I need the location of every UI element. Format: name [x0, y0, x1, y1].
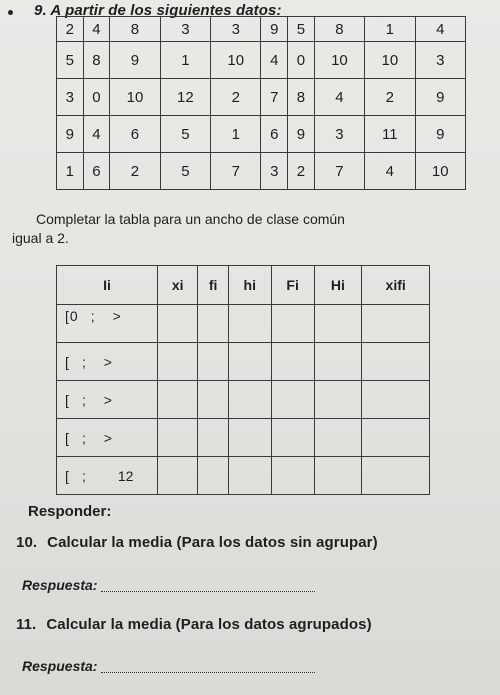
- data-cell: 4: [261, 42, 288, 79]
- answer-10[interactable]: [22, 577, 315, 593]
- freq-cell-blank[interactable]: [271, 419, 314, 457]
- data-cell: 3: [160, 17, 210, 42]
- freq-cell-blank[interactable]: [158, 381, 198, 419]
- freq-cell-blank[interactable]: [158, 305, 198, 343]
- data-row: [57, 79, 466, 116]
- interval-cell[interactable]: [57, 381, 158, 419]
- data-cell: 1: [57, 153, 84, 190]
- interval-close: >: [103, 429, 112, 446]
- data-cell: 7: [211, 153, 261, 190]
- freq-cell-blank[interactable]: [314, 419, 362, 457]
- data-cell: 4: [83, 116, 110, 153]
- question-11: [16, 616, 372, 633]
- data-cell: 4: [314, 79, 364, 116]
- data-cell: 1: [211, 116, 261, 153]
- data-cell: 6: [110, 116, 160, 153]
- freq-cell-blank[interactable]: [314, 305, 362, 343]
- data-cell: 12: [160, 79, 210, 116]
- freq-cell-blank[interactable]: [362, 419, 430, 457]
- freq-row: [57, 343, 430, 381]
- answer-11[interactable]: [22, 658, 315, 674]
- data-cell: 5: [160, 116, 210, 153]
- answer-10-label: Respuesta:: [22, 577, 98, 593]
- instruction-line-2: igual a 2.: [12, 230, 69, 246]
- data-cell: 8: [83, 42, 110, 79]
- freq-cell-blank[interactable]: [228, 305, 271, 343]
- data-cell: 2: [110, 153, 160, 190]
- freq-row: [57, 419, 430, 457]
- data-cell: 0: [288, 42, 315, 79]
- interval-open: [: [65, 467, 70, 484]
- freq-cell-blank[interactable]: [198, 419, 228, 457]
- data-cell: 0: [83, 79, 110, 116]
- data-cell: 9: [415, 116, 465, 153]
- freq-cell-blank[interactable]: [271, 343, 314, 381]
- freq-header-hi: hi: [228, 266, 271, 305]
- question-9-title: 9. A partir de los siguientes datos:: [34, 2, 282, 19]
- data-cell: 8: [314, 17, 364, 42]
- data-cell: 9: [415, 79, 465, 116]
- data-cell: 4: [415, 17, 465, 42]
- data-cell: 2: [57, 17, 84, 42]
- freq-header-ii: Ii: [57, 266, 158, 305]
- freq-cell-blank[interactable]: [198, 305, 228, 343]
- freq-cell-blank[interactable]: [314, 457, 362, 495]
- bullet-icon: [8, 10, 13, 15]
- freq-cell-blank[interactable]: [198, 457, 228, 495]
- data-cell: 9: [288, 116, 315, 153]
- interval-close: >: [103, 353, 112, 370]
- data-cell: 9: [57, 116, 84, 153]
- freq-cell-blank[interactable]: [314, 381, 362, 419]
- data-cell: 1: [160, 42, 210, 79]
- data-row: [57, 116, 466, 153]
- freq-cell-blank[interactable]: [158, 419, 198, 457]
- instruction-text: [12, 210, 345, 248]
- data-cell: 10: [211, 42, 261, 79]
- data-cell: 9: [110, 42, 160, 79]
- freq-row: [57, 381, 430, 419]
- data-cell: 1: [365, 17, 415, 42]
- interval-open: [: [65, 429, 70, 446]
- data-cell: 8: [288, 79, 315, 116]
- freq-cell-blank[interactable]: [228, 381, 271, 419]
- data-cell: 4: [83, 17, 110, 42]
- interval-open: [: [65, 353, 70, 370]
- data-row: [57, 42, 466, 79]
- interval-close: >: [112, 307, 121, 324]
- interval-open: [0: [65, 307, 79, 324]
- interval-end: 12: [117, 467, 134, 484]
- data-cell: 2: [211, 79, 261, 116]
- answer-10-blank[interactable]: [101, 591, 315, 592]
- data-cell: 5: [288, 17, 315, 42]
- freq-header-xi: xi: [158, 266, 198, 305]
- data-cell: 10: [365, 42, 415, 79]
- data-row: [57, 17, 466, 42]
- responder-label: Responder:: [28, 503, 112, 520]
- freq-cell-blank[interactable]: [362, 343, 430, 381]
- data-cell: 10: [110, 79, 160, 116]
- data-table: [56, 16, 466, 190]
- freq-cell-blank[interactable]: [271, 457, 314, 495]
- freq-cell-blank[interactable]: [228, 419, 271, 457]
- freq-cell-blank[interactable]: [158, 457, 198, 495]
- data-cell: 7: [261, 79, 288, 116]
- interval-open: [: [65, 391, 70, 408]
- data-cell: 7: [314, 153, 364, 190]
- interval-sep: ;: [81, 391, 86, 408]
- question-10-number: 10.: [16, 534, 38, 551]
- answer-11-blank[interactable]: [101, 672, 315, 673]
- data-cell: 2: [365, 79, 415, 116]
- freq-row: [57, 305, 430, 343]
- freq-cell-blank[interactable]: [362, 305, 430, 343]
- freq-header-fi: Fi: [271, 266, 314, 305]
- freq-header-hi: Hi: [314, 266, 362, 305]
- freq-cell-blank[interactable]: [228, 343, 271, 381]
- freq-row: [57, 457, 430, 495]
- data-cell: 5: [160, 153, 210, 190]
- interval-cell[interactable]: [57, 343, 158, 381]
- freq-header-xifi: xifi: [362, 266, 430, 305]
- data-cell: 10: [415, 153, 465, 190]
- interval-sep: ;: [81, 353, 86, 370]
- question-11-text: Calcular la media (Para los datos agrupados): [46, 616, 372, 633]
- freq-cell-blank[interactable]: [198, 381, 228, 419]
- interval-sep: ;: [81, 429, 86, 446]
- data-cell: 3: [261, 153, 288, 190]
- data-cell: 3: [314, 116, 364, 153]
- question-10-text: Calcular la media (Para los datos sin agrupar): [47, 534, 378, 551]
- interval-cell[interactable]: [57, 457, 158, 495]
- data-cell: 6: [261, 116, 288, 153]
- interval-sep: ;: [81, 467, 86, 484]
- freq-cell-blank[interactable]: [362, 381, 430, 419]
- freq-cell-blank[interactable]: [158, 343, 198, 381]
- interval-close: >: [103, 391, 112, 408]
- frequency-table: [56, 265, 430, 495]
- freq-cell-blank[interactable]: [362, 457, 430, 495]
- data-cell: 4: [365, 153, 415, 190]
- question-10: [16, 534, 378, 551]
- data-row: [57, 153, 466, 190]
- data-cell: 8: [110, 17, 160, 42]
- answer-11-label: Respuesta:: [22, 658, 98, 674]
- question-11-number: 11.: [16, 616, 37, 633]
- freq-cell-blank[interactable]: [314, 343, 362, 381]
- data-cell: 9: [261, 17, 288, 42]
- freq-cell-blank[interactable]: [271, 381, 314, 419]
- data-cell: 6: [83, 153, 110, 190]
- data-cell: 10: [314, 42, 364, 79]
- freq-header-fi: fi: [198, 266, 228, 305]
- instruction-line-1: Completar la tabla para un ancho de clase común: [36, 211, 345, 227]
- interval-cell[interactable]: [57, 419, 158, 457]
- data-cell: 3: [415, 42, 465, 79]
- freq-cell-blank[interactable]: [228, 457, 271, 495]
- freq-cell-blank[interactable]: [271, 305, 314, 343]
- data-cell: 3: [57, 79, 84, 116]
- interval-sep: ;: [90, 307, 95, 324]
- data-cell: 5: [57, 42, 84, 79]
- data-cell: 3: [211, 17, 261, 42]
- interval-cell[interactable]: [57, 305, 158, 343]
- freq-cell-blank[interactable]: [198, 343, 228, 381]
- data-cell: 2: [288, 153, 315, 190]
- data-cell: 11: [365, 116, 415, 153]
